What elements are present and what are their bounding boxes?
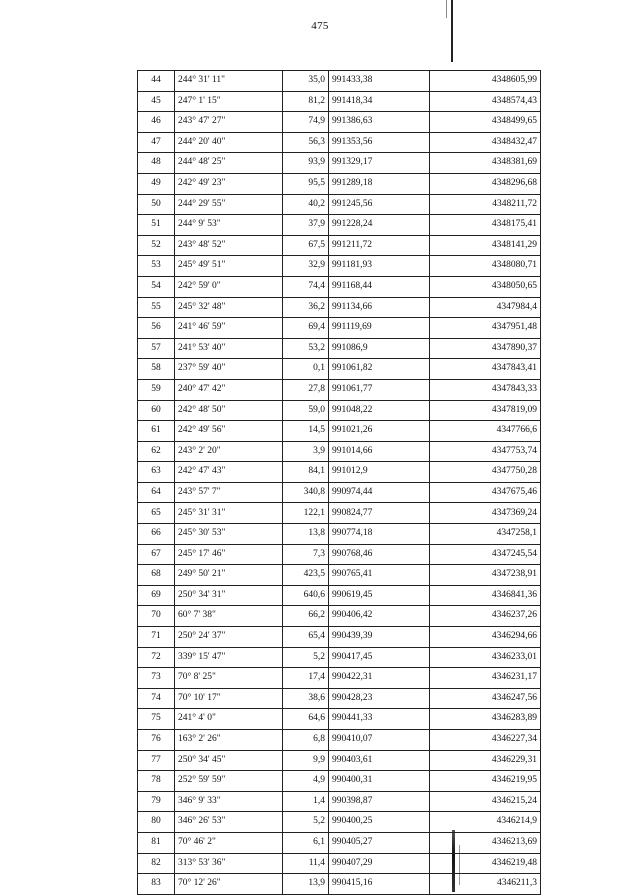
y-coordinate-cell: 4346233,01 [430,647,541,668]
bearing-angle-cell: 244° 48' 25" [175,153,283,174]
bearing-angle-cell: 339° 15' 47" [175,647,283,668]
distance-cell: 32,9 [283,256,329,277]
y-coordinate-cell: 4346283,89 [430,709,541,730]
bearing-angle-cell: 243° 57' 7" [175,482,283,503]
point-number-cell: 48 [138,153,175,174]
y-coordinate-cell: 4347984,4 [430,297,541,318]
distance-cell: 40,2 [283,194,329,215]
y-coordinate-cell: 4346211,3 [430,874,541,895]
y-coordinate-cell: 4348080,71 [430,256,541,277]
table-row [138,338,541,359]
point-number-cell: 65 [138,503,175,524]
x-coordinate-cell: 991168,44 [329,276,430,297]
x-coordinate-cell: 991228,24 [329,215,430,236]
distance-cell: 37,9 [283,215,329,236]
distance-cell: 27,8 [283,379,329,400]
table-row [138,173,541,194]
x-coordinate-cell: 990765,41 [329,565,430,586]
point-number-cell: 44 [138,71,175,92]
point-number-cell: 58 [138,359,175,380]
bearing-angle-cell: 313° 53' 36" [175,853,283,874]
table-row [138,421,541,442]
bearing-angle-cell: 243° 48' 52" [175,235,283,256]
point-number-cell: 59 [138,379,175,400]
x-coordinate-cell: 990405,27 [329,832,430,853]
point-number-cell: 68 [138,565,175,586]
point-number-cell: 61 [138,421,175,442]
y-coordinate-cell: 4348432,47 [430,132,541,153]
bearing-angle-cell: 252° 59' 59" [175,771,283,792]
distance-cell: 66,2 [283,606,329,627]
x-coordinate-cell: 990403,61 [329,750,430,771]
point-number-cell: 57 [138,338,175,359]
x-coordinate-cell: 991329,17 [329,153,430,174]
bearing-angle-cell: 242° 49' 56" [175,421,283,442]
table-row [138,153,541,174]
x-coordinate-cell: 990410,07 [329,730,430,751]
distance-cell: 74,9 [283,112,329,133]
point-number-cell: 75 [138,709,175,730]
point-number-cell: 50 [138,194,175,215]
point-number-cell: 55 [138,297,175,318]
bearing-angle-cell: 241° 46' 59" [175,318,283,339]
x-coordinate-cell: 990398,87 [329,791,430,812]
distance-cell: 65,4 [283,627,329,648]
y-coordinate-cell: 4347843,33 [430,379,541,400]
distance-cell: 38,6 [283,688,329,709]
y-coordinate-cell: 4347675,46 [430,482,541,503]
x-coordinate-cell: 990768,46 [329,544,430,565]
table-row [138,627,541,648]
table-row [138,750,541,771]
point-number-cell: 83 [138,874,175,895]
distance-cell: 0,1 [283,359,329,380]
point-number-cell: 51 [138,215,175,236]
bearing-angle-cell: 346° 26' 53" [175,812,283,833]
y-coordinate-cell: 4346219,48 [430,853,541,874]
distance-cell: 17,4 [283,668,329,689]
bearing-angle-cell: 245° 30' 53" [175,524,283,545]
y-coordinate-cell: 4346229,31 [430,750,541,771]
x-coordinate-cell: 991418,34 [329,91,430,112]
y-coordinate-cell: 4348499,65 [430,112,541,133]
table-row [138,276,541,297]
x-coordinate-cell: 990400,25 [329,812,430,833]
bearing-angle-cell: 70° 46' 2" [175,832,283,853]
x-coordinate-cell: 990774,18 [329,524,430,545]
y-coordinate-cell: 4347951,48 [430,318,541,339]
table-row [138,441,541,462]
bearing-angle-cell: 244° 31' 11" [175,71,283,92]
bearing-angle-cell: 250° 34' 31" [175,585,283,606]
x-coordinate-cell: 990406,42 [329,606,430,627]
x-coordinate-cell: 991086,9 [329,338,430,359]
y-coordinate-cell: 4347369,24 [430,503,541,524]
x-coordinate-cell: 991014,66 [329,441,430,462]
bearing-angle-cell: 346° 9' 33" [175,791,283,812]
bearing-angle-cell: 242° 49' 23" [175,173,283,194]
point-number-cell: 79 [138,791,175,812]
distance-cell: 1,4 [283,791,329,812]
x-coordinate-cell: 990428,23 [329,688,430,709]
distance-cell: 36,2 [283,297,329,318]
bearing-angle-cell: 70° 12' 26" [175,874,283,895]
bearing-angle-cell: 241° 4' 0" [175,709,283,730]
point-number-cell: 63 [138,462,175,483]
distance-cell: 93,9 [283,153,329,174]
y-coordinate-cell: 4346214,9 [430,812,541,833]
distance-cell: 69,4 [283,318,329,339]
bearing-angle-cell: 241° 53' 40" [175,338,283,359]
x-coordinate-cell: 991061,77 [329,379,430,400]
distance-cell: 640,6 [283,585,329,606]
bearing-angle-cell: 163° 2' 26" [175,730,283,751]
bearing-angle-cell: 250° 24' 37" [175,627,283,648]
distance-cell: 14,5 [283,421,329,442]
table-row [138,256,541,277]
distance-cell: 122,1 [283,503,329,524]
x-coordinate-cell: 990439,39 [329,627,430,648]
y-coordinate-cell: 4346219,95 [430,771,541,792]
point-number-cell: 53 [138,256,175,277]
table-row [138,112,541,133]
y-coordinate-cell: 4348141,29 [430,235,541,256]
y-coordinate-cell: 4348605,99 [430,71,541,92]
distance-cell: 64,6 [283,709,329,730]
distance-cell: 13,8 [283,524,329,545]
bearing-angle-cell: 240° 47' 42" [175,379,283,400]
bearing-angle-cell: 244° 29' 55" [175,194,283,215]
table-row [138,853,541,874]
distance-cell: 59,0 [283,400,329,421]
y-coordinate-cell: 4347238,91 [430,565,541,586]
x-coordinate-cell: 991012,9 [329,462,430,483]
y-coordinate-cell: 4347258,1 [430,524,541,545]
y-coordinate-cell: 4346231,17 [430,668,541,689]
x-coordinate-cell: 991211,72 [329,235,430,256]
y-coordinate-cell: 4348574,43 [430,91,541,112]
y-coordinate-cell: 4346227,34 [430,730,541,751]
x-coordinate-cell: 991181,93 [329,256,430,277]
x-coordinate-cell: 991134,66 [329,297,430,318]
table-row [138,832,541,853]
table-row [138,132,541,153]
table-row [138,503,541,524]
y-coordinate-cell: 4348175,41 [430,215,541,236]
bearing-angle-cell: 245° 31' 31" [175,503,283,524]
point-number-cell: 77 [138,750,175,771]
point-number-cell: 56 [138,318,175,339]
distance-cell: 9,9 [283,750,329,771]
distance-cell: 5,2 [283,812,329,833]
distance-cell: 3,9 [283,441,329,462]
table-row [138,482,541,503]
table-row [138,647,541,668]
table-row [138,771,541,792]
y-coordinate-cell: 4347245,54 [430,544,541,565]
y-coordinate-cell: 4347819,09 [430,400,541,421]
x-coordinate-cell: 991021,26 [329,421,430,442]
scan-artifact-line [451,0,453,62]
distance-cell: 53,2 [283,338,329,359]
x-coordinate-cell: 990417,45 [329,647,430,668]
y-coordinate-cell: 4348211,72 [430,194,541,215]
distance-cell: 5,2 [283,647,329,668]
distance-cell: 6,8 [283,730,329,751]
point-number-cell: 73 [138,668,175,689]
point-number-cell: 74 [138,688,175,709]
table-row [138,544,541,565]
point-number-cell: 71 [138,627,175,648]
x-coordinate-cell: 990422,31 [329,668,430,689]
bearing-angle-cell: 249° 50' 21" [175,565,283,586]
table-row [138,215,541,236]
table-row [138,791,541,812]
x-coordinate-cell: 991119,69 [329,318,430,339]
bearing-angle-cell: 60° 7' 38" [175,606,283,627]
x-coordinate-cell: 991353,56 [329,132,430,153]
point-number-cell: 80 [138,812,175,833]
distance-cell: 84,1 [283,462,329,483]
point-number-cell: 49 [138,173,175,194]
point-number-cell: 82 [138,853,175,874]
x-coordinate-cell: 991433,38 [329,71,430,92]
bearing-angle-cell: 247° 1' 15" [175,91,283,112]
y-coordinate-cell: 4347766,6 [430,421,541,442]
point-number-cell: 62 [138,441,175,462]
point-number-cell: 64 [138,482,175,503]
distance-cell: 4,9 [283,771,329,792]
y-coordinate-cell: 4346213,69 [430,832,541,853]
x-coordinate-cell: 991386,63 [329,112,430,133]
table-row [138,874,541,895]
point-number-cell: 54 [138,276,175,297]
bearing-angle-cell: 70° 10' 17" [175,688,283,709]
distance-cell: 6,1 [283,832,329,853]
bearing-angle-cell: 243° 2' 20" [175,441,283,462]
bearing-angle-cell: 250° 34' 45" [175,750,283,771]
page-number: 475 [311,20,329,32]
y-coordinate-cell: 4348050,65 [430,276,541,297]
bearing-angle-cell: 242° 47' 43" [175,462,283,483]
point-number-cell: 66 [138,524,175,545]
y-coordinate-cell: 4346841,36 [430,585,541,606]
bearing-angle-cell: 245° 17' 46" [175,544,283,565]
point-number-cell: 47 [138,132,175,153]
bearing-angle-cell: 245° 32' 48" [175,297,283,318]
point-number-cell: 76 [138,730,175,751]
distance-cell: 340,8 [283,482,329,503]
point-number-cell: 45 [138,91,175,112]
distance-cell: 35,0 [283,71,329,92]
distance-cell: 7,3 [283,544,329,565]
x-coordinate-cell: 990824,77 [329,503,430,524]
bearing-angle-cell: 242° 59' 0" [175,276,283,297]
bearing-angle-cell: 243° 47' 27" [175,112,283,133]
y-coordinate-cell: 4348296,68 [430,173,541,194]
point-number-cell: 52 [138,235,175,256]
distance-cell: 11,4 [283,853,329,874]
y-coordinate-cell: 4346237,26 [430,606,541,627]
table-row [138,606,541,627]
point-number-cell: 67 [138,544,175,565]
point-number-cell: 70 [138,606,175,627]
y-coordinate-cell: 4346247,56 [430,688,541,709]
table-row [138,359,541,380]
y-coordinate-cell: 4346215,24 [430,791,541,812]
x-coordinate-cell: 990974,44 [329,482,430,503]
table-row [138,71,541,92]
x-coordinate-cell: 991061,82 [329,359,430,380]
bearing-angle-cell: 237° 59' 40" [175,359,283,380]
table-row [138,297,541,318]
table-row [138,585,541,606]
x-coordinate-cell: 991048,22 [329,400,430,421]
x-coordinate-cell: 990400,31 [329,771,430,792]
distance-cell: 74,4 [283,276,329,297]
coordinates-table [137,70,541,895]
table-row [138,668,541,689]
table-row [138,812,541,833]
point-number-cell: 46 [138,112,175,133]
table-row [138,462,541,483]
bearing-angle-cell: 70° 8' 25" [175,668,283,689]
y-coordinate-cell: 4347890,37 [430,338,541,359]
point-number-cell: 81 [138,832,175,853]
distance-cell: 13,9 [283,874,329,895]
x-coordinate-cell: 990619,45 [329,585,430,606]
bearing-angle-cell: 242° 48' 50" [175,400,283,421]
table-row [138,524,541,545]
table-row [138,709,541,730]
y-coordinate-cell: 4347753,74 [430,441,541,462]
x-coordinate-cell: 991245,56 [329,194,430,215]
x-coordinate-cell: 990415,16 [329,874,430,895]
distance-cell: 95,5 [283,173,329,194]
table-row [138,688,541,709]
distance-cell: 423,5 [283,565,329,586]
table-row [138,565,541,586]
table-row [138,318,541,339]
bearing-angle-cell: 244° 9' 53" [175,215,283,236]
point-number-cell: 78 [138,771,175,792]
y-coordinate-cell: 4347750,28 [430,462,541,483]
table-row [138,379,541,400]
table-row [138,194,541,215]
coordinates-table-body [138,71,541,895]
distance-cell: 56,3 [283,132,329,153]
table-row [138,235,541,256]
bearing-angle-cell: 244° 20' 40" [175,132,283,153]
y-coordinate-cell: 4348381,69 [430,153,541,174]
point-number-cell: 60 [138,400,175,421]
x-coordinate-cell: 990407,29 [329,853,430,874]
table-row [138,730,541,751]
point-number-cell: 72 [138,647,175,668]
x-coordinate-cell: 990441,33 [329,709,430,730]
bearing-angle-cell: 245° 49' 51" [175,256,283,277]
table-row [138,91,541,112]
y-coordinate-cell: 4347843,41 [430,359,541,380]
distance-cell: 81,2 [283,91,329,112]
distance-cell: 67,5 [283,235,329,256]
scan-artifact-line [446,0,447,18]
y-coordinate-cell: 4346294,66 [430,627,541,648]
x-coordinate-cell: 991289,18 [329,173,430,194]
table-row [138,400,541,421]
point-number-cell: 69 [138,585,175,606]
